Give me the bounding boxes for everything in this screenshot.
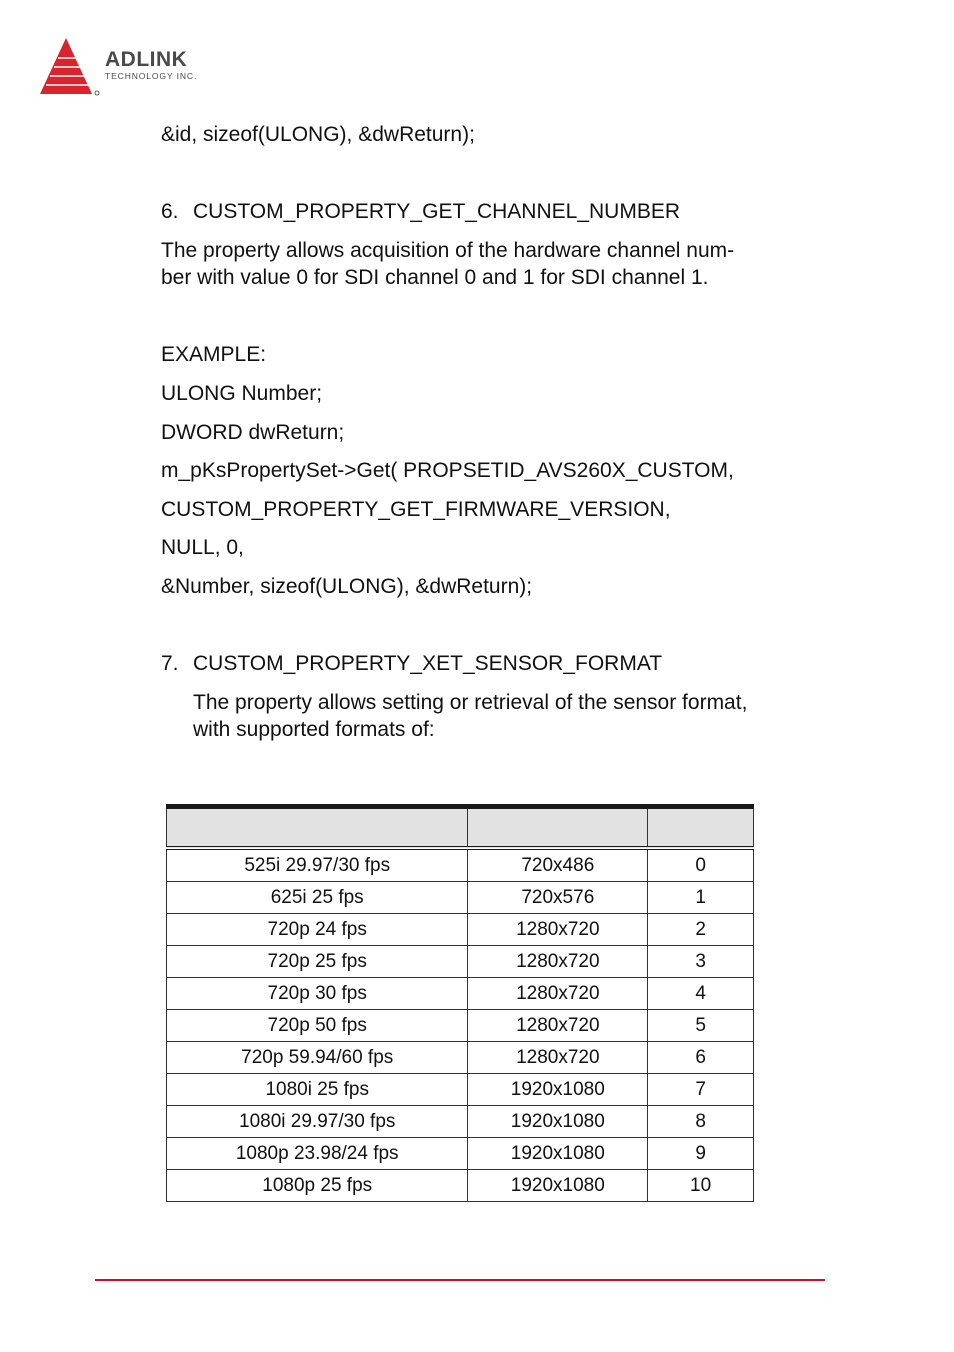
code-line-4: CUSTOM_PROPERTY_GET_FIRMWARE_VERSION,: [161, 498, 671, 521]
cell-format: 720p 59.94/60 fps: [167, 1042, 468, 1074]
item-6-number: 6.: [161, 200, 179, 223]
cell-format: 1080p 23.98/24 fps: [167, 1138, 468, 1170]
code-line-3: m_pKsPropertySet->Get( PROPSETID_AVS260X_CUSTOM,: [161, 459, 734, 482]
table-row: [167, 1074, 754, 1106]
cell-format: 1080i 25 fps: [167, 1074, 468, 1106]
cell-resolution: 1280x720: [468, 914, 648, 946]
item-6-title: CUSTOM_PROPERTY_GET_CHANNEL_NUMBER: [193, 200, 680, 223]
table-row: [167, 1138, 754, 1170]
brand-subtitle: TECHNOLOGY INC.: [105, 71, 198, 81]
table-row: [167, 914, 754, 946]
cell-value: 10: [648, 1170, 754, 1202]
cell-format: 525i 29.97/30 fps: [167, 848, 468, 882]
cell-format: 720p 24 fps: [167, 914, 468, 946]
cell-resolution: 720x576: [468, 882, 648, 914]
cell-resolution: 1920x1080: [468, 1138, 648, 1170]
code-line-top: &id, sizeof(ULONG), &dwReturn);: [161, 123, 475, 146]
item-7-heading: [161, 651, 662, 677]
cell-resolution: 1280x720: [468, 1010, 648, 1042]
table-row: [167, 1170, 754, 1202]
item-6-heading: [161, 199, 680, 225]
cell-resolution: 1920x1080: [468, 1074, 648, 1106]
cell-value: 5: [648, 1010, 754, 1042]
cell-resolution: 1280x720: [468, 978, 648, 1010]
cell-resolution: 1920x1080: [468, 1106, 648, 1138]
cell-format: 1080i 29.97/30 fps: [167, 1106, 468, 1138]
cell-format: 1080p 25 fps: [167, 1170, 468, 1202]
header-cell-value: [648, 807, 754, 849]
adlink-logo: [38, 36, 238, 100]
table-row: [167, 946, 754, 978]
table-row: [167, 978, 754, 1010]
code-line-6: &Number, sizeof(ULONG), &dwReturn);: [161, 575, 533, 598]
table-body: [167, 848, 754, 1202]
item-6-desc-line2: ber with value 0 for SDI channel 0 and 1 for SDI channel 1.: [161, 266, 709, 289]
header-cell-format: [167, 807, 468, 849]
table-header-row: [167, 807, 754, 849]
cell-value: 8: [648, 1106, 754, 1138]
table-row: [167, 882, 754, 914]
item-6-desc-line1: The property allows acquisition of the hardware channel num-: [161, 239, 735, 262]
item-7-desc-line1: The property allows setting or retrieval of the sensor format,: [193, 691, 748, 714]
code-line-1: ULONG Number;: [161, 382, 323, 405]
sensor-format-table: [166, 804, 754, 1202]
cell-format: 625i 25 fps: [167, 882, 468, 914]
footer-rule: [95, 1279, 825, 1281]
table-row: [167, 1106, 754, 1138]
cell-resolution: 720x486: [468, 848, 648, 882]
table-row: [167, 1010, 754, 1042]
cell-resolution: 1920x1080: [468, 1170, 648, 1202]
cell-format: 720p 50 fps: [167, 1010, 468, 1042]
cell-value: 6: [648, 1042, 754, 1074]
cell-value: 4: [648, 978, 754, 1010]
code-line-5: NULL, 0,: [161, 536, 244, 559]
cell-resolution: 1280x720: [468, 946, 648, 978]
item-7-desc-line2: with supported formats of:: [193, 718, 435, 741]
cell-value: 7: [648, 1074, 754, 1106]
table-row: [167, 1042, 754, 1074]
cell-format: 720p 30 fps: [167, 978, 468, 1010]
cell-value: 3: [648, 946, 754, 978]
cell-value: 1: [648, 882, 754, 914]
cell-value: 2: [648, 914, 754, 946]
header-cell-resolution: [468, 807, 648, 849]
adlink-triangle-icon: [38, 36, 102, 98]
item-7-number: 7.: [161, 652, 179, 675]
table-row: [167, 848, 754, 882]
brand-name: ADLINK: [105, 48, 188, 71]
cell-resolution: 1280x720: [468, 1042, 648, 1074]
cell-value: 9: [648, 1138, 754, 1170]
item-7-title: CUSTOM_PROPERTY_XET_SENSOR_FORMAT: [193, 652, 663, 675]
cell-value: 0: [648, 848, 754, 882]
example-label: EXAMPLE:: [161, 343, 267, 366]
code-line-2: DWORD dwReturn;: [161, 421, 345, 444]
cell-format: 720p 25 fps: [167, 946, 468, 978]
